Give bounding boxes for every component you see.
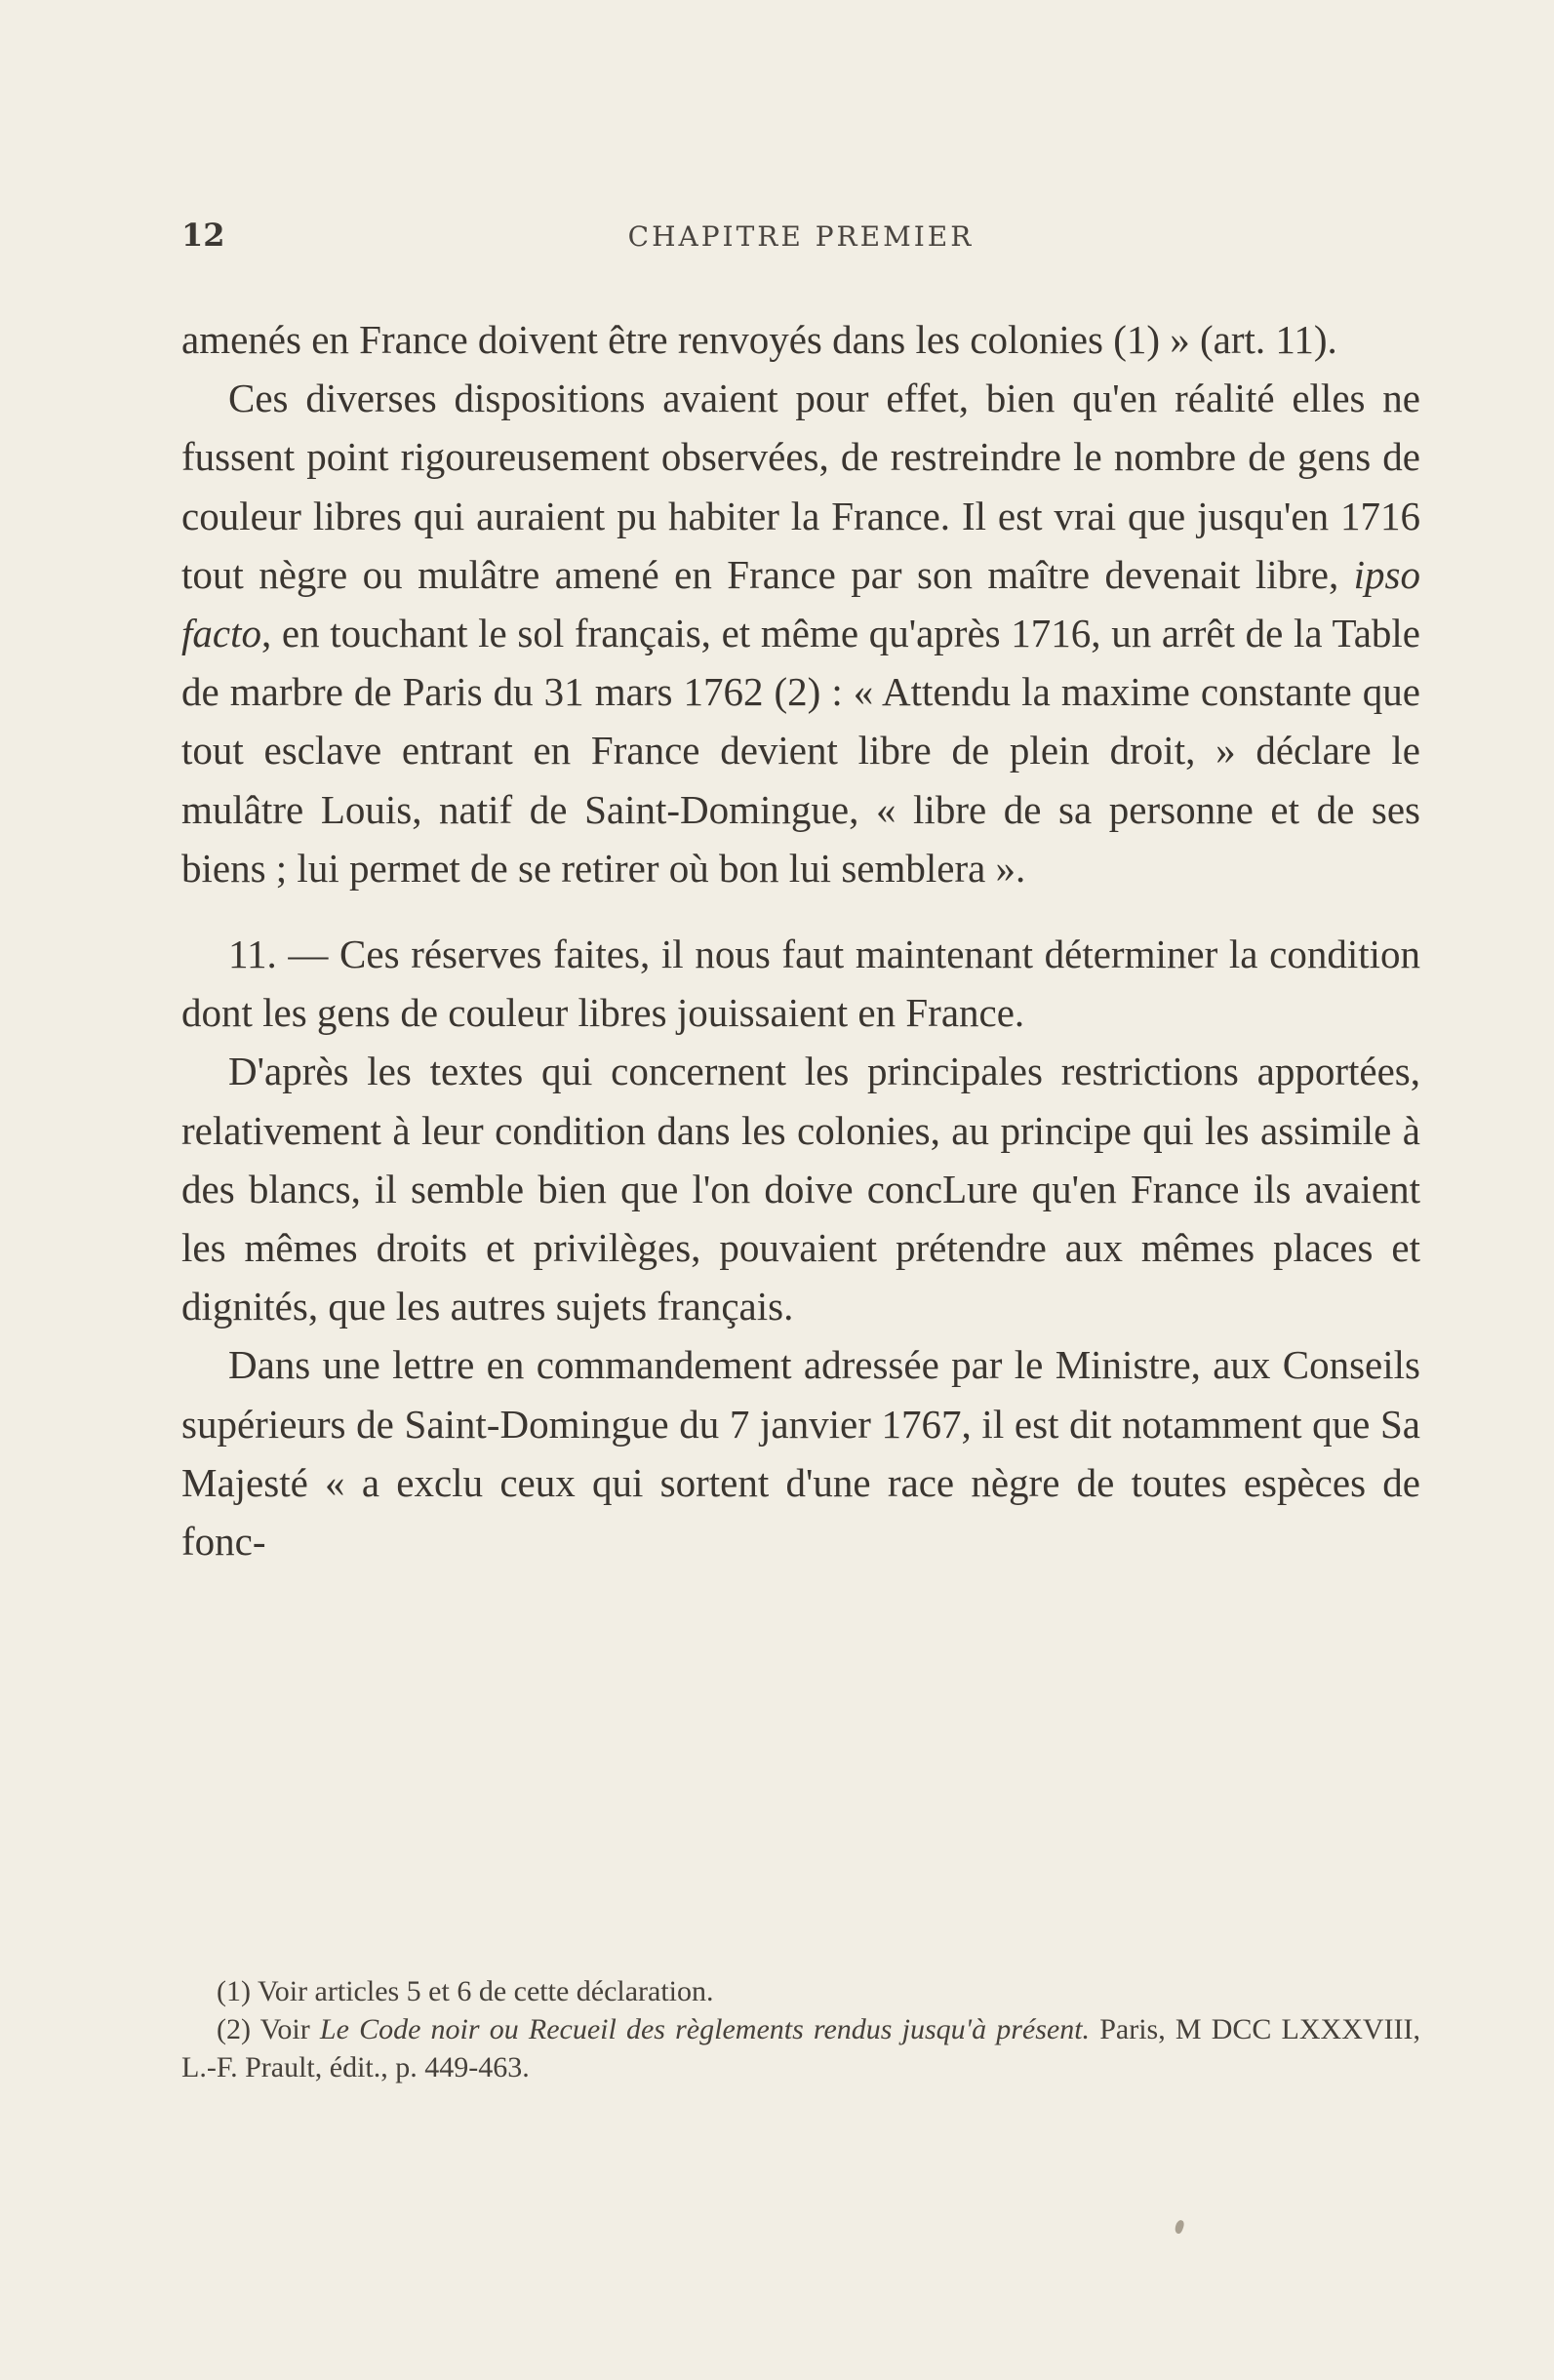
- paragraph-continuation: amenés en France doivent être renvoyés dans les colonies (1) » (art. 11).: [181, 317, 1337, 362]
- body-text: [181, 310, 1420, 1570]
- paragraph-section-11: 11. — Ces réserves faites, il nous faut maintenant déterminer la condition dont les gens de couleur libres jouissaient en France.: [181, 932, 1420, 1036]
- footnote-2-title: Le Code noir ou Recueil des règlements rendus jusqu'à présent.: [319, 2013, 1091, 2045]
- page-number: 12: [181, 217, 225, 254]
- paragraph-lettre: Dans une lettre en commandement adressée par le Ministre, aux Conseils supérieurs de Saint-Domingue du 7 janvier 1767, il est dit notamment que Sa Majesté « a exclu ceux qui sortent d'une race nègre de toutes espèces de fonc-: [181, 1342, 1420, 1565]
- footnote-2: [181, 2010, 1420, 2086]
- footnotes: [181, 1972, 1420, 2086]
- paragraph-dispositions-rest: , en touchant le sol français, et même qu'après 1716, un arrêt de la Table de marbre de Paris du 31 mars 1762 (2) : « Attendu la maxime constante que tout esclave entrant en France devient libre de plein droit, » déclare le mulâtre Louis, natif de Saint-Domingue, « libre de sa personne et de ses biens ; lui permet de se retirer où bon lui semblera ».: [181, 611, 1420, 891]
- footnote-1: (1) Voir articles 5 et 6 de cette déclaration.: [217, 1975, 714, 2007]
- ink-speck: [1174, 2219, 1185, 2235]
- running-head: [181, 217, 1420, 259]
- paragraph-textes: D'après les textes qui concernent les principales restrictions apportées, relativement à leur condition dans les colonies, au principe qui les assimile à des blancs, il semble bien que l'on doive concLure qu'en France ils avaient les mêmes droits et privilèges, pouvaient prétendre aux mêmes places et dignités, que les autres sujets français.: [181, 1049, 1420, 1329]
- footnote-2-start: (2) Voir: [217, 2013, 310, 2045]
- chapter-title: CHAPITRE PREMIER: [627, 220, 975, 253]
- paragraph-dispositions-text: Ces diverses dispositions avaient pour effet, bien qu'en réalité elles ne fussent point rigoureusement observées, de restreindre le nombre de gens de couleur libres qui auraient pu habiter la France. Il est vrai que jusqu'en 1716 tout nègre ou mulâtre amené en France par son maître devenait libre,: [181, 376, 1420, 597]
- latin-phrase: ipso facto: [181, 551, 1420, 656]
- paragraph-dispositions: [181, 369, 1420, 897]
- footnote-2-end: Paris, M DCC LXXXVIII, L.-F. Prault, édit., p. 449-463.: [181, 2013, 1421, 2083]
